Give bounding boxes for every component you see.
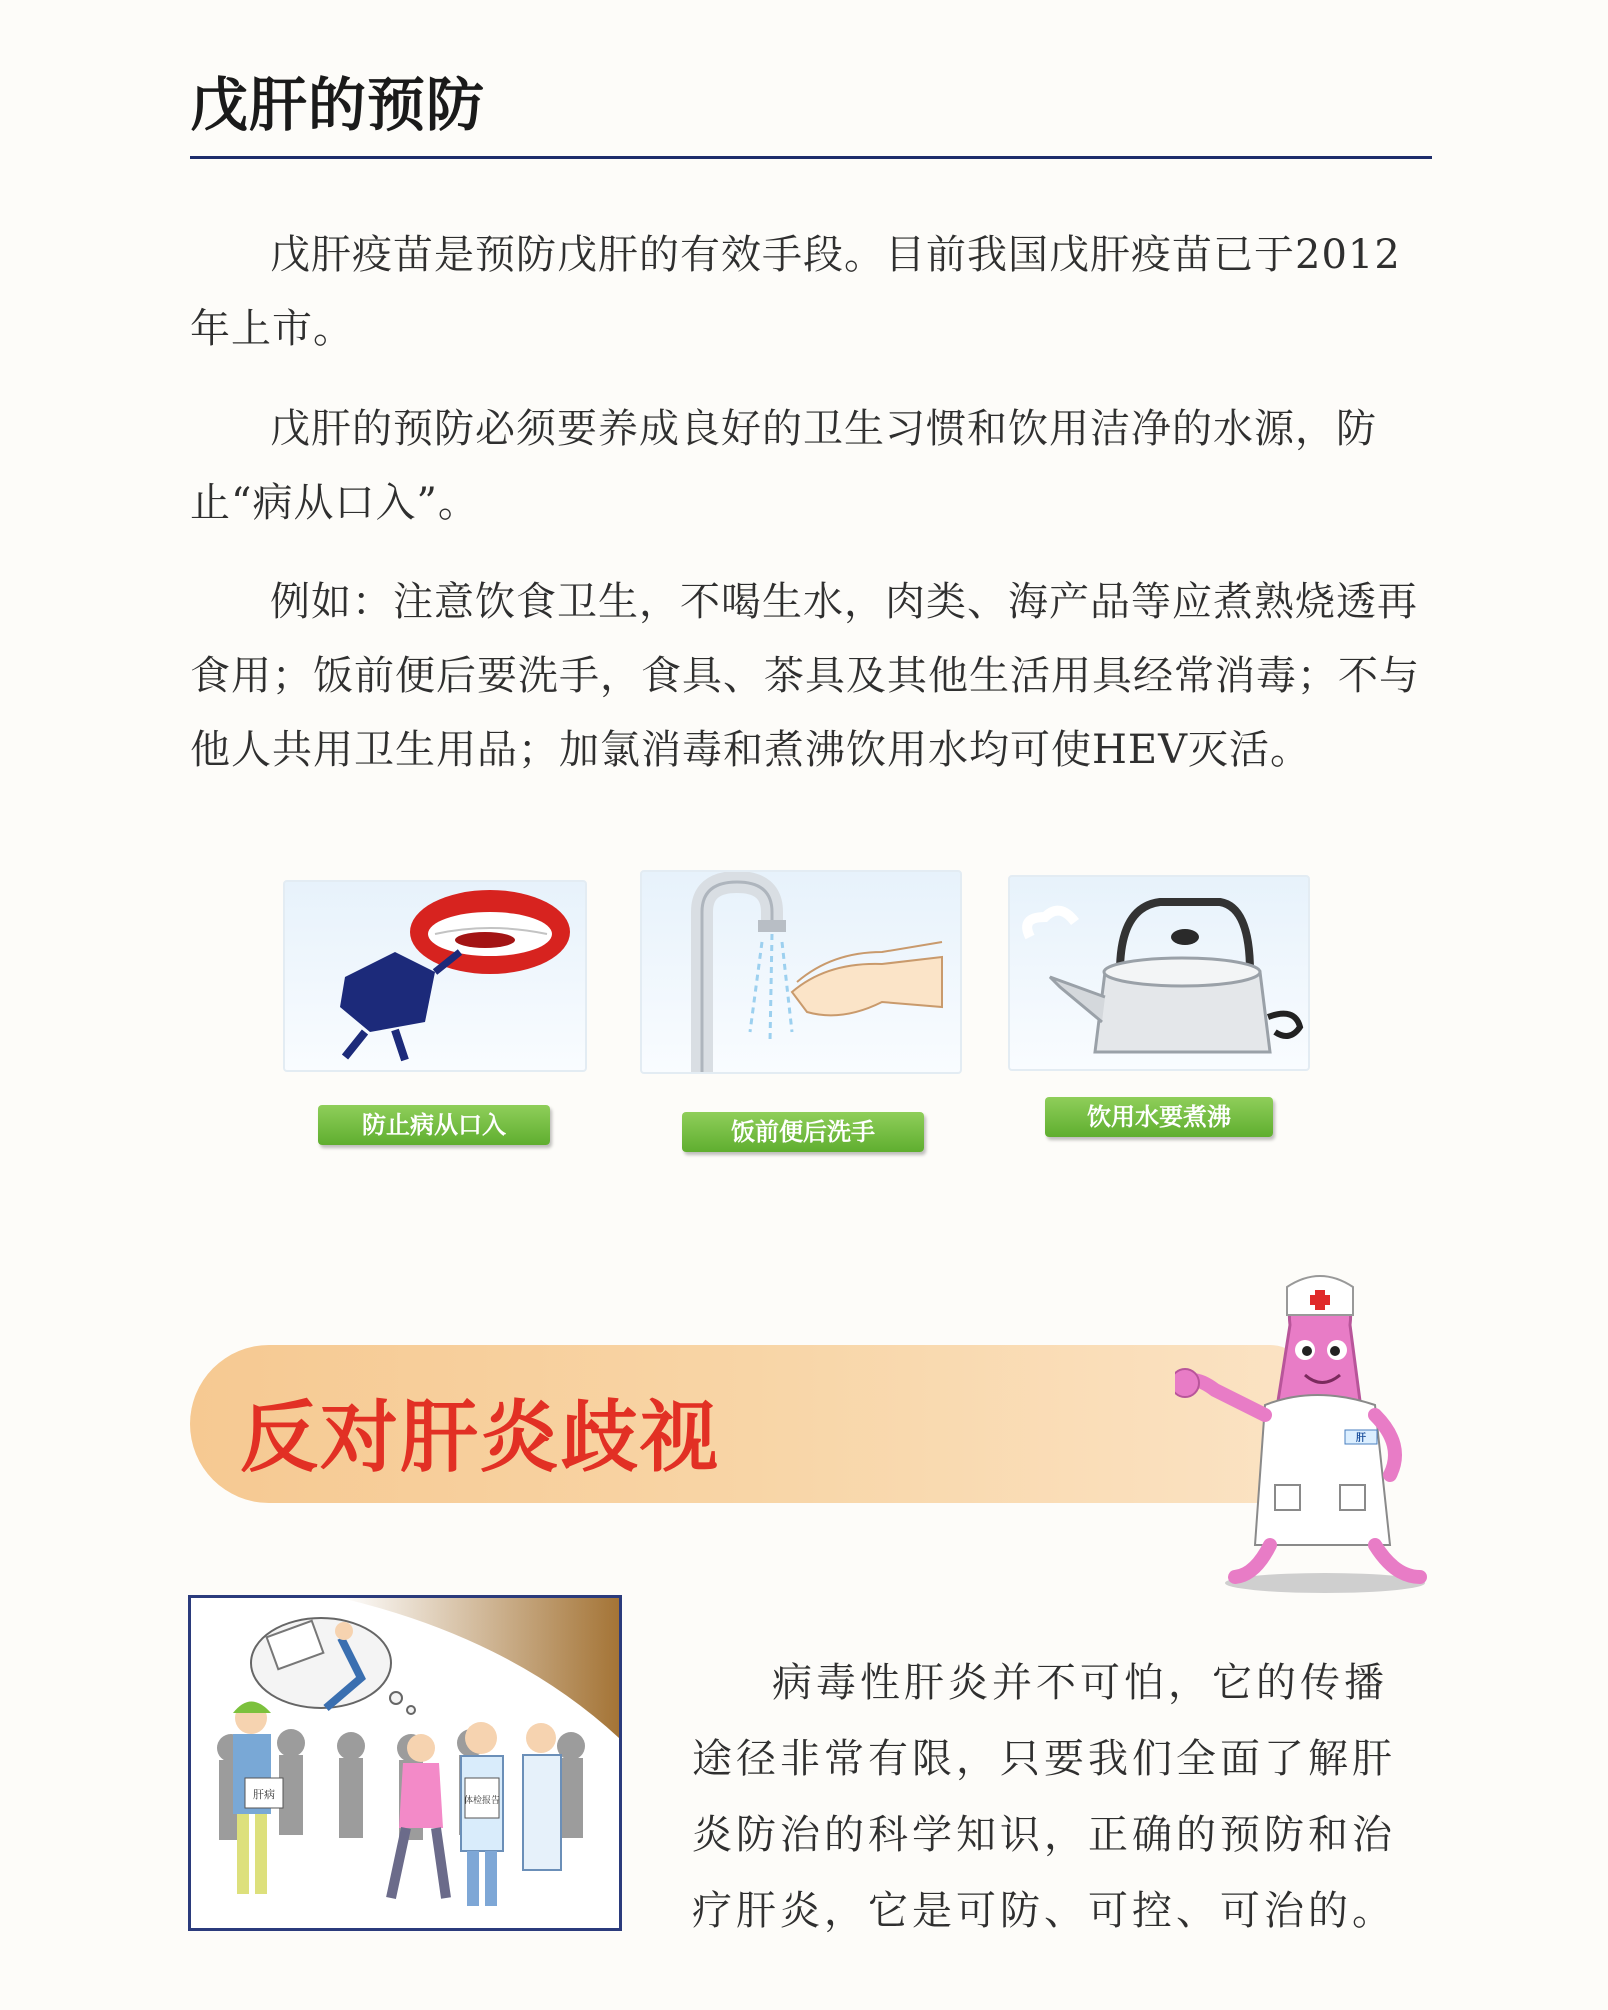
paragraph-hygiene: 戊肝的预防必须要养成良好的卫生习惯和饮用洁净的水源，防止“病从口入”。 (190, 406, 1377, 526)
caption-kettle: 饮用水要煮沸 (1045, 1097, 1273, 1137)
title-underline (190, 156, 1432, 159)
mouth-illustration (283, 880, 587, 1072)
kettle-illustration (1008, 875, 1310, 1071)
caption-mouth: 防止病从口入 (318, 1105, 550, 1145)
cartoon-sign-right: 体检报告 (463, 1796, 501, 1806)
page-title: 戊肝的预防 (190, 71, 486, 139)
anti-discrimination-cartoon (188, 1595, 622, 1931)
cartoon-sign-left: 肝病 (253, 1788, 275, 1801)
crowd-illustration-icon (191, 1598, 619, 1928)
hand-washing-icon (642, 872, 960, 1072)
section-banner-title: 反对肝炎歧视 (240, 1393, 721, 1483)
mascot-badge: 肝 (1356, 1433, 1366, 1444)
caption-hand-washing: 饭前便后洗手 (682, 1112, 924, 1152)
kettle-icon (1010, 877, 1308, 1069)
paragraph-vaccine: 戊肝疫苗是预防戊肝的有效手段。目前我国戊肝疫苗已于2012年上市。 (190, 232, 1401, 352)
nurse-mascot-icon (1175, 1265, 1440, 1595)
hand-washing-illustration (640, 870, 962, 1074)
paragraph-examples: 例如：注意饮食卫生，不喝生水，肉类、海产品等应煮熟烧透再食用；饭前便后要洗手，食具、茶具及其他生活用具经常消毒；不与他人共用卫生用品；加氯消毒和煮沸饮用水均可使HEV灭活。 (190, 579, 1420, 773)
paragraph-anti-discrimination: 病毒性肝炎并不可怕，它的传播途径非常有限，只要我们全面了解肝炎防治的科学知识，正确的预防和治疗肝炎，它是可防、可控、可治的。 (692, 1660, 1396, 1934)
mouth-icon (285, 882, 585, 1070)
